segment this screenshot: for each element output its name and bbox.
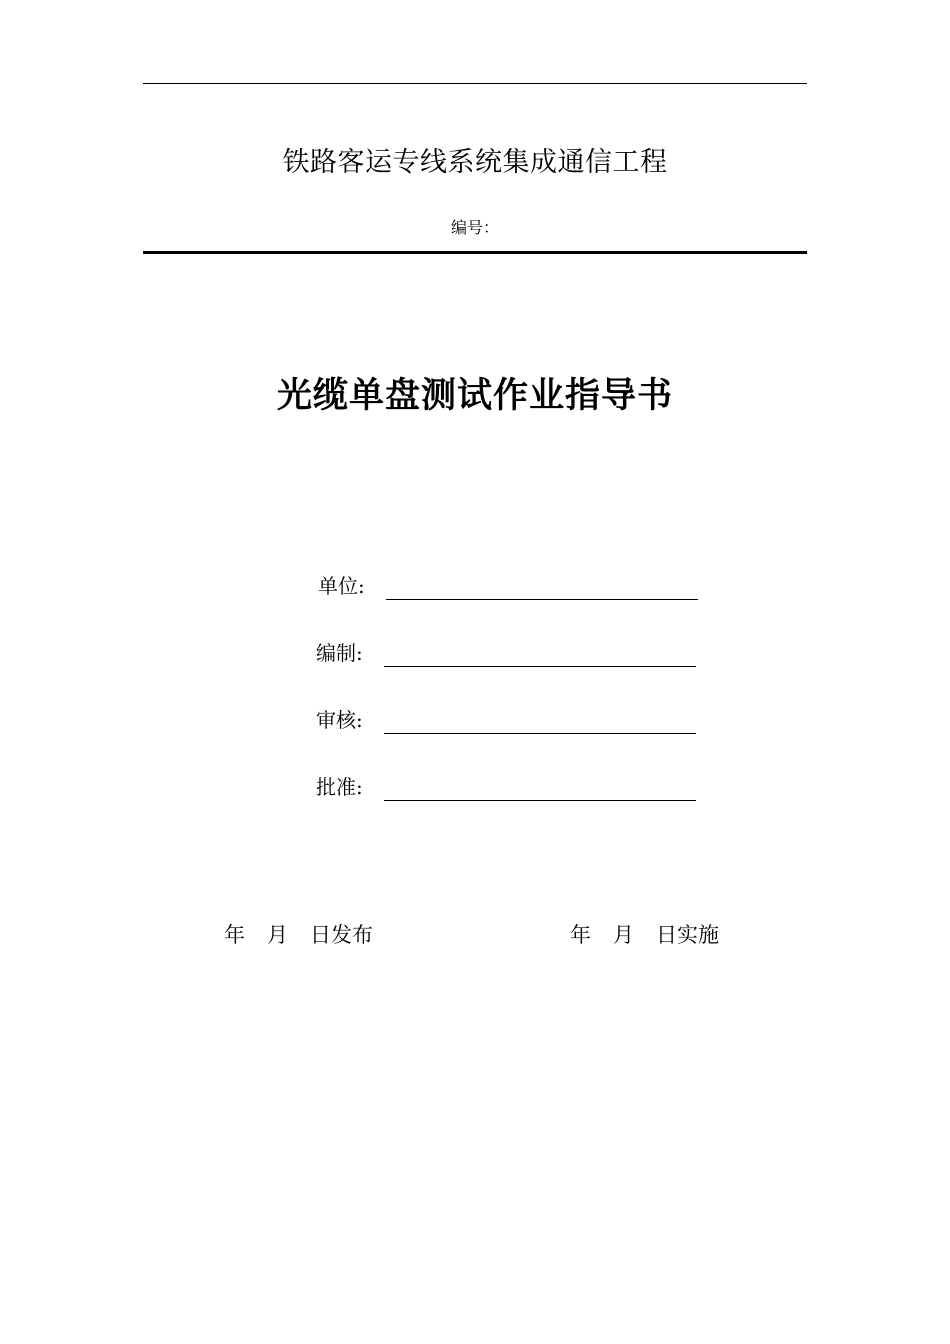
compiler-label: 编制: (316, 641, 363, 665)
project-name: 铁路客运专线系统集成通信工程 (282, 147, 668, 178)
header-bottom-rule (143, 251, 807, 254)
release-month-label: 月 (267, 923, 288, 947)
header-top-rule (143, 83, 807, 84)
reviewer-fill-line[interactable] (384, 733, 696, 734)
effective-month-label: 月 (613, 923, 634, 947)
serial-number-label: 编号： (450, 218, 499, 237)
reviewer-label: 审核: (316, 708, 363, 732)
effective-year-label: 年 (570, 923, 591, 947)
signature-row-approver (316, 773, 736, 803)
unit-label: 单位: (318, 574, 365, 598)
approver-label: 批准: (316, 775, 363, 799)
release-date (224, 921, 373, 949)
approver-fill-line[interactable] (384, 800, 696, 801)
signature-row-compiler (316, 639, 736, 669)
effective-date (570, 921, 719, 949)
effective-day-label: 日实施 (656, 923, 719, 947)
document-title: 光缆单盘测试作业指导书 (276, 376, 673, 416)
release-year-label: 年 (224, 923, 245, 947)
signature-row-reviewer (316, 706, 736, 736)
unit-fill-line[interactable] (386, 599, 698, 600)
release-day-label: 日发布 (310, 923, 373, 947)
compiler-fill-line[interactable] (384, 666, 696, 667)
signature-row-unit (318, 572, 738, 602)
